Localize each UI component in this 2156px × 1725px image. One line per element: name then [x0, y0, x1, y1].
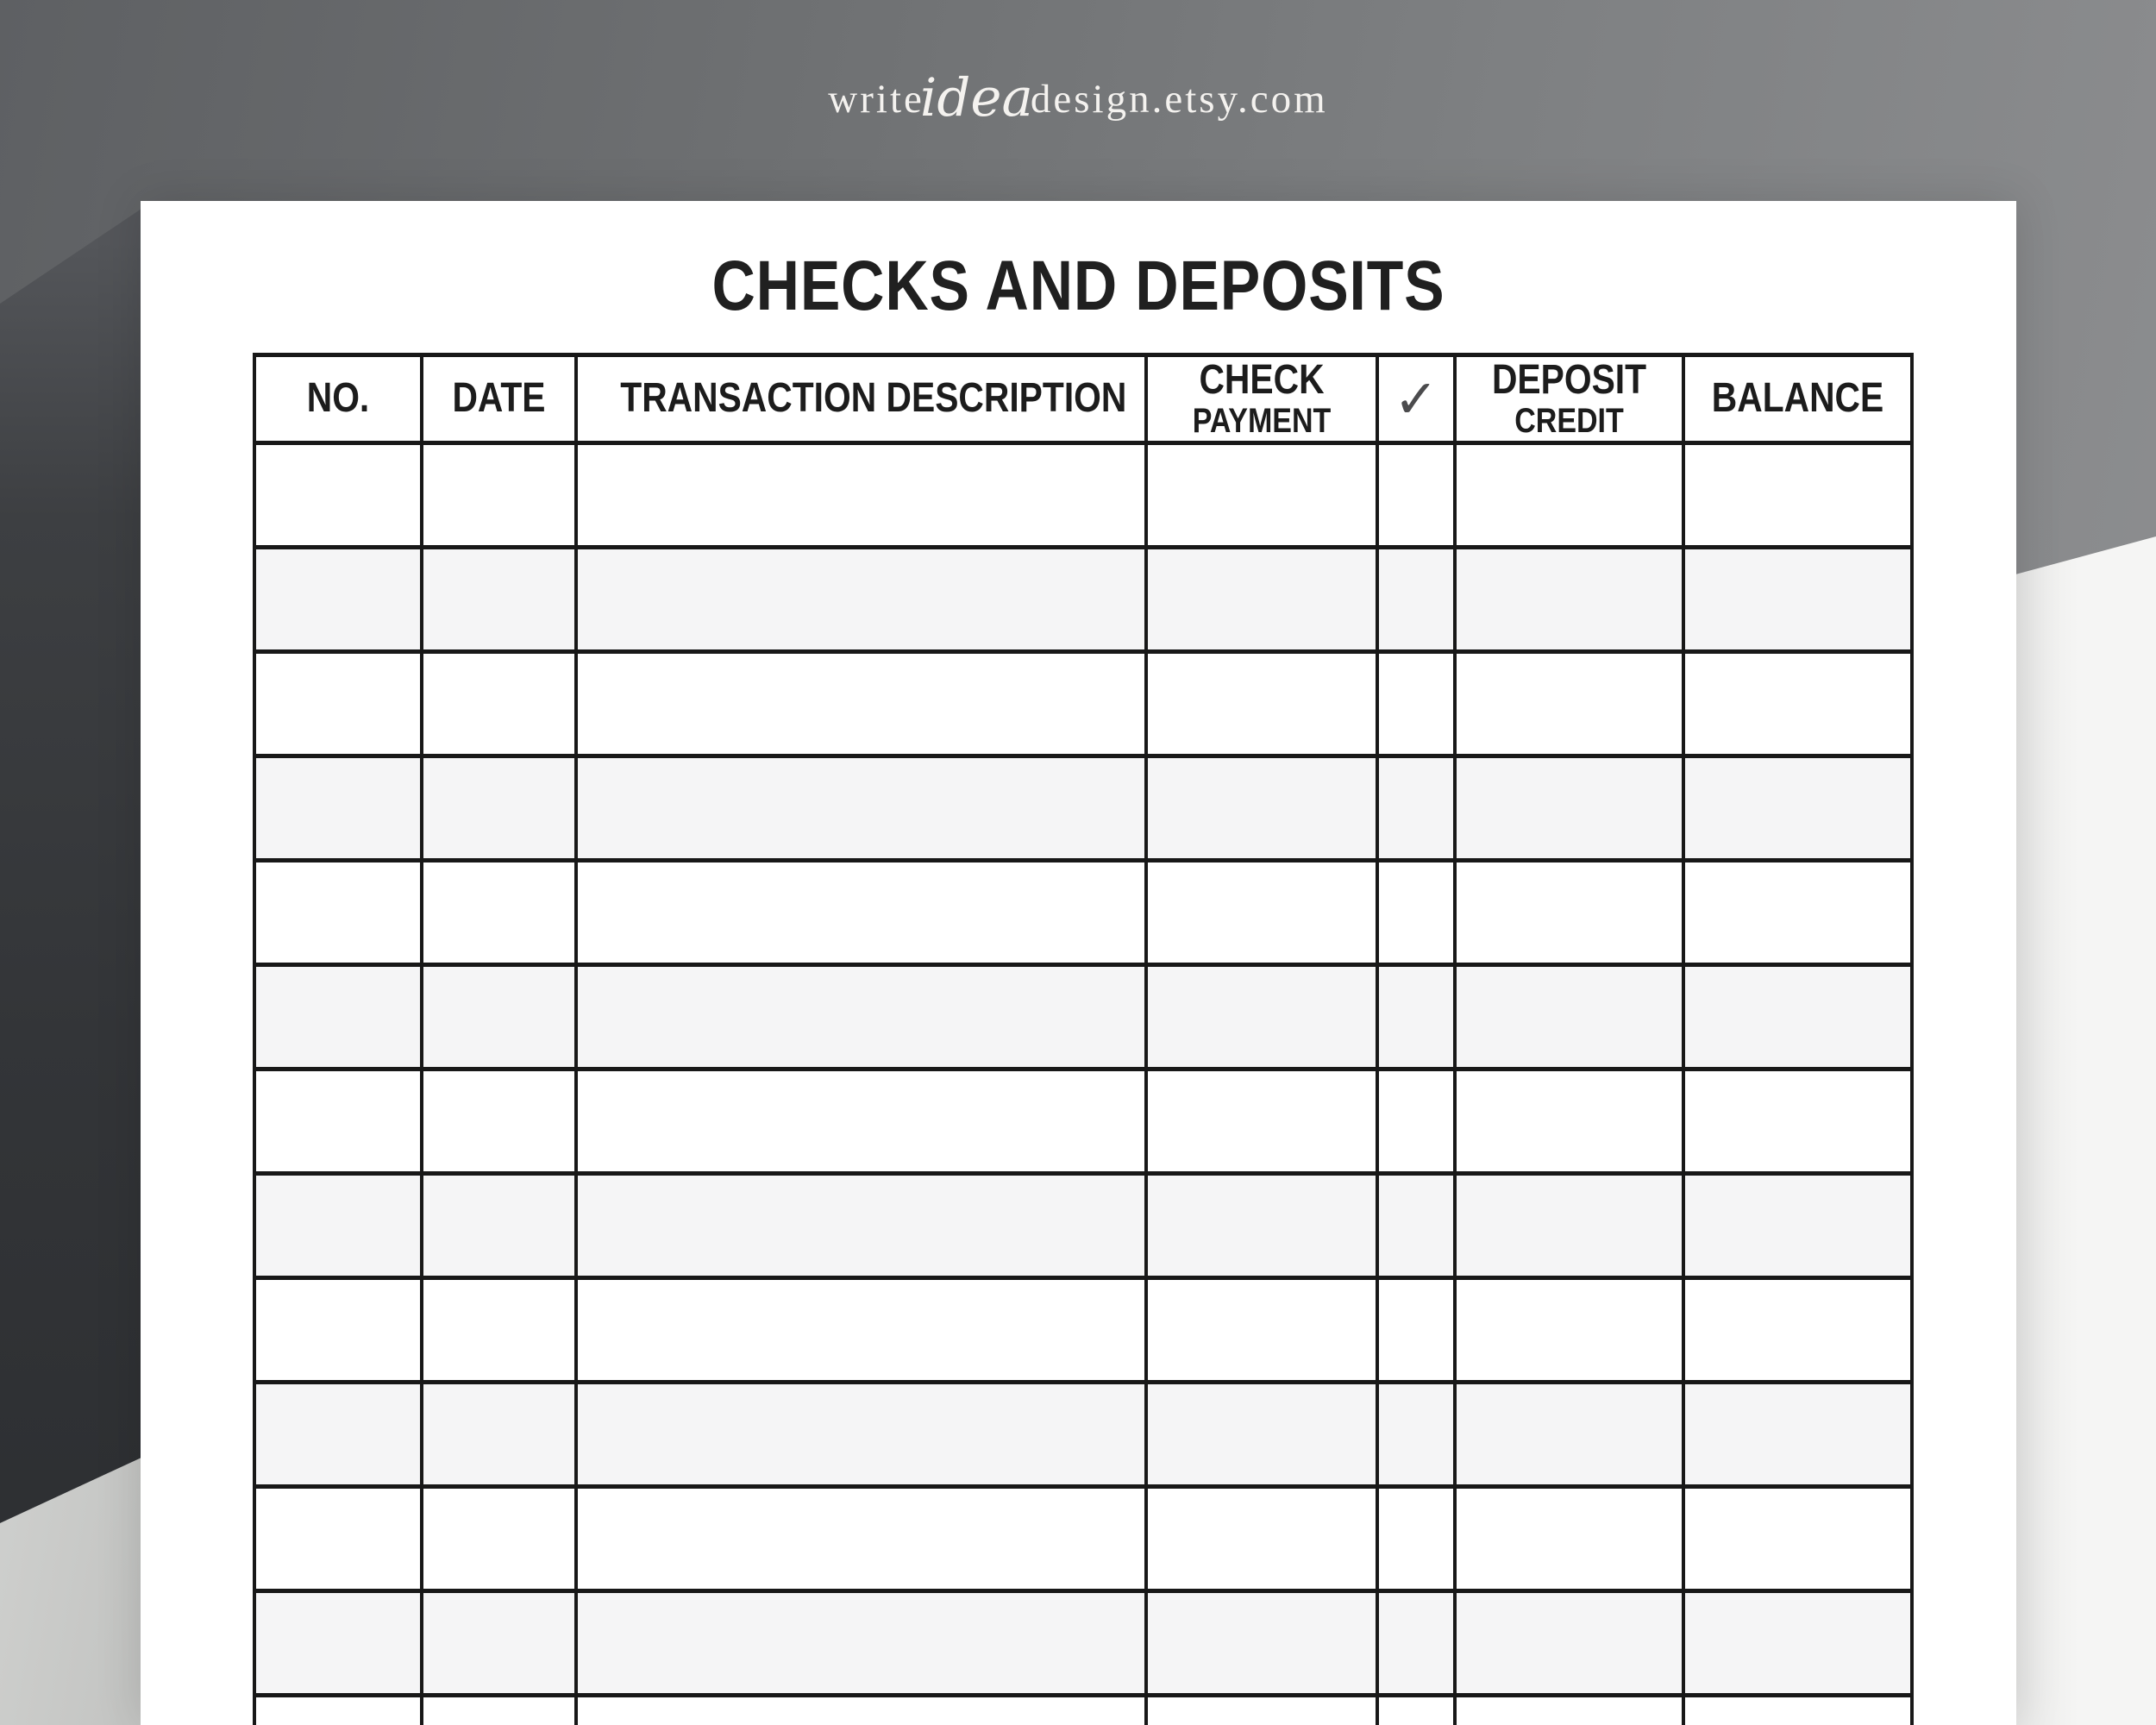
table-row-6 [254, 965, 1912, 1070]
cell-cleared-row-11 [1377, 1487, 1455, 1591]
cell-deposit-credit-row-6 [1455, 965, 1683, 1070]
checkmark-icon: ✓ [1394, 367, 1438, 430]
column-header-label-deposit-credit: DEPOSIT [1491, 356, 1647, 403]
cell-deposit-credit-row-11 [1455, 1487, 1683, 1591]
watermark-prefix: write [828, 77, 924, 122]
table-row-11 [254, 1487, 1912, 1591]
cell-check-payment-row-3 [1146, 652, 1377, 756]
cell-description-row-7 [576, 1070, 1146, 1174]
column-header-deposit-credit [1455, 355, 1683, 443]
column-header-label-no: NO. [306, 375, 370, 422]
cell-no-row-13 [254, 1696, 422, 1725]
cell-date-row-4 [422, 756, 576, 861]
cell-cleared-row-4 [1377, 756, 1455, 861]
watermark-shop-url [0, 64, 2156, 129]
table-row-13 [254, 1696, 1912, 1725]
cell-deposit-credit-row-12 [1455, 1591, 1683, 1696]
watermark-suffix: design.etsy.com [1030, 77, 1328, 122]
cell-balance-row-9 [1683, 1278, 1912, 1383]
table-row-12 [254, 1591, 1912, 1696]
cell-deposit-credit-row-10 [1455, 1383, 1683, 1487]
column-header-check-payment [1146, 355, 1377, 443]
cell-balance-row-8 [1683, 1174, 1912, 1278]
cell-no-row-12 [254, 1591, 422, 1696]
watermark-script-word: idea [919, 67, 1033, 129]
table-row-1 [254, 443, 1912, 548]
cell-balance-row-5 [1683, 861, 1912, 965]
cell-cleared-row-1 [1377, 443, 1455, 548]
cell-date-row-13 [422, 1696, 576, 1725]
cell-cleared-row-12 [1377, 1591, 1455, 1696]
cell-deposit-credit-row-13 [1455, 1696, 1683, 1725]
cell-description-row-13 [576, 1696, 1146, 1725]
cell-description-row-10 [576, 1383, 1146, 1487]
cell-no-row-7 [254, 1070, 422, 1174]
column-header-no [254, 355, 422, 443]
table-row-3 [254, 652, 1912, 756]
background-white-corner-right [2015, 0, 2156, 1725]
cell-date-row-9 [422, 1278, 576, 1383]
cell-balance-row-7 [1683, 1070, 1912, 1174]
cell-cleared-row-5 [1377, 861, 1455, 965]
table-row-4 [254, 756, 1912, 861]
cell-cleared-row-2 [1377, 548, 1455, 652]
cell-check-payment-row-9 [1146, 1278, 1377, 1383]
cell-check-payment-row-2 [1146, 548, 1377, 652]
cell-check-payment-row-12 [1146, 1591, 1377, 1696]
cell-description-row-5 [576, 861, 1146, 965]
column-header-balance [1683, 355, 1912, 443]
cell-no-row-10 [254, 1383, 422, 1487]
cell-date-row-3 [422, 652, 576, 756]
cell-deposit-credit-row-9 [1455, 1278, 1683, 1383]
column-header-sublabel-deposit-credit: CREDIT [1514, 401, 1624, 440]
cell-date-row-5 [422, 861, 576, 965]
cell-description-row-6 [576, 965, 1146, 1070]
cell-check-payment-row-10 [1146, 1383, 1377, 1487]
column-header-label-balance: BALANCE [1711, 375, 1884, 422]
cell-deposit-credit-row-7 [1455, 1070, 1683, 1174]
cell-no-row-2 [254, 548, 422, 652]
cell-no-row-5 [254, 861, 422, 965]
cell-deposit-credit-row-4 [1455, 756, 1683, 861]
cell-check-payment-row-7 [1146, 1070, 1377, 1174]
cell-cleared-row-10 [1377, 1383, 1455, 1487]
cell-no-row-11 [254, 1487, 422, 1591]
cell-deposit-credit-row-3 [1455, 652, 1683, 756]
cell-check-payment-row-1 [1146, 443, 1377, 548]
cell-balance-row-3 [1683, 652, 1912, 756]
cell-deposit-credit-row-1 [1455, 443, 1683, 548]
table-row-9 [254, 1278, 1912, 1383]
cell-date-row-10 [422, 1383, 576, 1487]
cell-balance-row-13 [1683, 1696, 1912, 1725]
cell-description-row-12 [576, 1591, 1146, 1696]
cell-check-payment-row-5 [1146, 861, 1377, 965]
cell-cleared-row-9 [1377, 1278, 1455, 1383]
register-table [253, 353, 1914, 1725]
cell-balance-row-10 [1683, 1383, 1912, 1487]
cell-check-payment-row-4 [1146, 756, 1377, 861]
cell-cleared-row-8 [1377, 1174, 1455, 1278]
cell-cleared-row-13 [1377, 1696, 1455, 1725]
page-title: CHECKS AND DEPOSITS [711, 247, 1445, 325]
cell-cleared-row-3 [1377, 652, 1455, 756]
column-header-label-date: DATE [452, 375, 546, 422]
cell-deposit-credit-row-5 [1455, 861, 1683, 965]
cell-date-row-12 [422, 1591, 576, 1696]
cell-no-row-8 [254, 1174, 422, 1278]
cell-description-row-9 [576, 1278, 1146, 1383]
cell-no-row-1 [254, 443, 422, 548]
cell-no-row-4 [254, 756, 422, 861]
cell-description-row-1 [576, 443, 1146, 548]
cell-balance-row-11 [1683, 1487, 1912, 1591]
cell-date-row-2 [422, 548, 576, 652]
table-row-2 [254, 548, 1912, 652]
table-row-8 [254, 1174, 1912, 1278]
cell-no-row-9 [254, 1278, 422, 1383]
cell-balance-row-2 [1683, 548, 1912, 652]
cell-cleared-row-6 [1377, 965, 1455, 1070]
column-header-description [576, 355, 1146, 443]
background-shadow-left [0, 0, 141, 1725]
cell-balance-row-1 [1683, 443, 1912, 548]
cell-check-payment-row-8 [1146, 1174, 1377, 1278]
cell-balance-row-12 [1683, 1591, 1912, 1696]
table-row-5 [254, 861, 1912, 965]
cell-date-row-1 [422, 443, 576, 548]
cell-description-row-4 [576, 756, 1146, 861]
cell-date-row-7 [422, 1070, 576, 1174]
table-row-10 [254, 1383, 1912, 1487]
cell-balance-row-6 [1683, 965, 1912, 1070]
cell-deposit-credit-row-2 [1455, 548, 1683, 652]
table-header-row [254, 355, 1912, 443]
column-header-date [422, 355, 576, 443]
cell-check-payment-row-11 [1146, 1487, 1377, 1591]
column-header-label-check-payment: CHECK [1199, 356, 1325, 403]
cell-description-row-8 [576, 1174, 1146, 1278]
cell-no-row-6 [254, 965, 422, 1070]
column-header-label-description: TRANSACTION DESCRIPTION [620, 375, 1127, 422]
cell-check-payment-row-6 [1146, 965, 1377, 1070]
cell-date-row-8 [422, 1174, 576, 1278]
cell-description-row-2 [576, 548, 1146, 652]
cell-description-row-3 [576, 652, 1146, 756]
cell-check-payment-row-13 [1146, 1696, 1377, 1725]
cell-description-row-11 [576, 1487, 1146, 1591]
column-header-sublabel-check-payment: PAYMENT [1192, 401, 1332, 440]
cell-cleared-row-7 [1377, 1070, 1455, 1174]
table-row-7 [254, 1070, 1912, 1174]
paper-sheet [141, 201, 2016, 1725]
cell-no-row-3 [254, 652, 422, 756]
column-header-cleared [1377, 355, 1455, 443]
cell-balance-row-4 [1683, 756, 1912, 861]
cell-date-row-11 [422, 1487, 576, 1591]
cell-date-row-6 [422, 965, 576, 1070]
cell-deposit-credit-row-8 [1455, 1174, 1683, 1278]
